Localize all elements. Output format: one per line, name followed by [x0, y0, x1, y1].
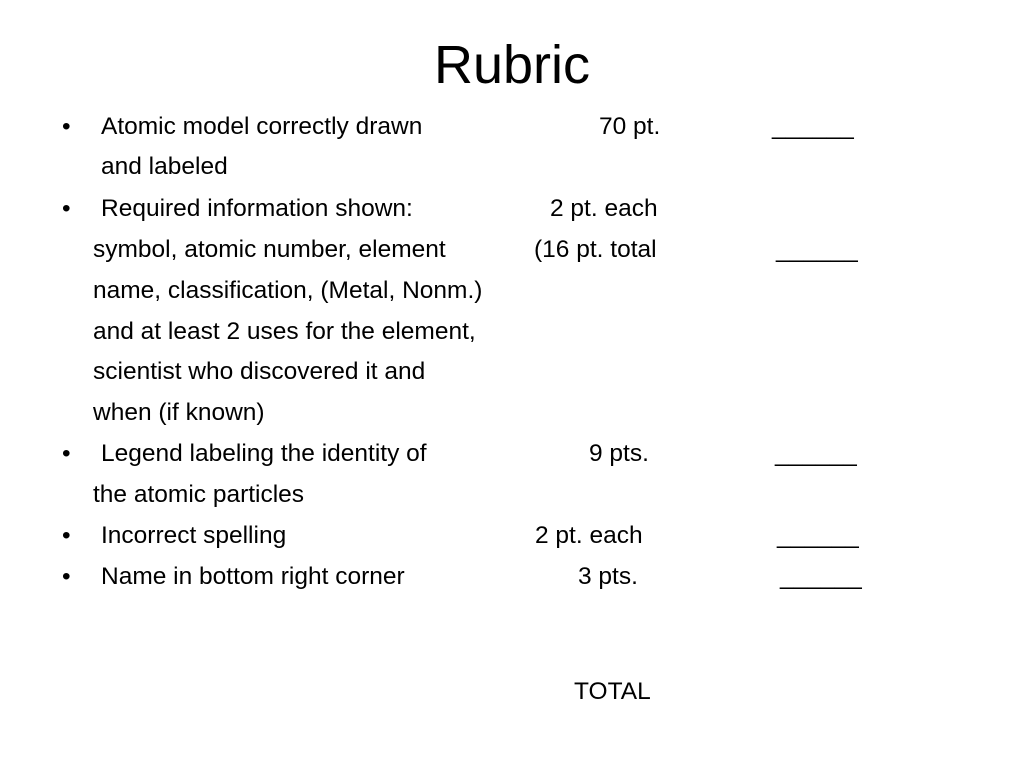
criterion-line: and at least 2 uses for the element,	[93, 318, 476, 345]
criterion-line: when (if known)	[93, 399, 265, 426]
criterion-line: symbol, atomic number, element	[93, 236, 446, 263]
bullet-marker: •	[62, 113, 71, 140]
score-blank: ______	[776, 236, 858, 263]
points-value: 3 pts.	[578, 563, 638, 590]
score-blank: ______	[772, 113, 854, 140]
criterion-line: Name in bottom right corner	[101, 563, 405, 590]
bullet-marker: •	[62, 563, 71, 590]
points-value: 70 pt.	[599, 113, 661, 140]
bullet-marker: •	[62, 522, 71, 549]
criterion-line: and labeled	[101, 153, 228, 180]
points-value: (16 pt. total	[534, 236, 657, 263]
score-blank: ______	[780, 563, 862, 590]
points-value: 2 pt. each	[550, 195, 658, 222]
bullet-marker: •	[62, 195, 71, 222]
slide-title: Rubric	[433, 35, 591, 95]
points-value: 2 pt. each	[535, 522, 643, 549]
criterion-line: Incorrect spelling	[101, 522, 287, 549]
criterion-line: name, classification, (Metal, Nonm.)	[93, 277, 483, 304]
criterion-line: Required information shown:	[101, 195, 413, 222]
criterion-line: the atomic particles	[93, 481, 305, 508]
score-blank: ______	[775, 440, 857, 467]
bullet-marker: •	[62, 440, 71, 467]
criterion-line: Legend labeling the identity of	[101, 440, 427, 467]
criterion-line: Atomic model correctly drawn	[101, 113, 423, 140]
total-label: TOTAL	[574, 678, 651, 705]
points-value: 9 pts.	[589, 440, 649, 467]
criterion-line: scientist who discovered it and	[93, 358, 426, 385]
score-blank: ______	[777, 522, 859, 549]
